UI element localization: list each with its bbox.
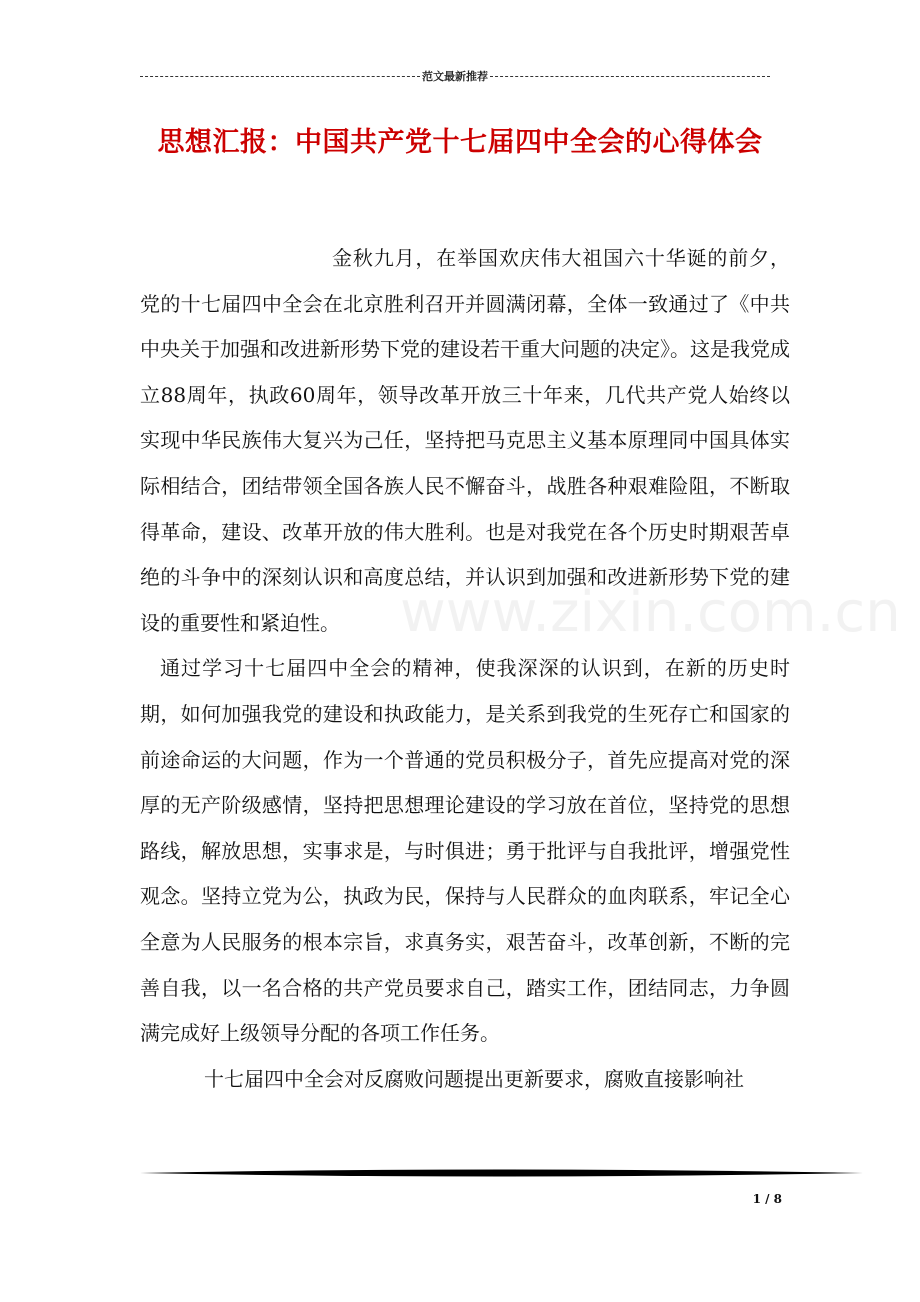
header-label: 范文最新推荐 (422, 70, 488, 83)
page-header (140, 66, 770, 86)
header-dash-right (490, 76, 770, 77)
footer-rule (140, 1166, 863, 1180)
paragraph-1: 金秋九月，在举国欢庆伟大祖国六十华诞的前夕，党的十七届四中全会在北京胜利召开并圆满闭幕，全体一致通过了《中共中央关于加强和改进新形势下党的建设若干重大问题的决定》。这是我党成立88周年，执政60周年，领导改革开放三十年来，几代共产党人始终以实现中华民族伟大复兴为己任，坚持把马克思主义基本原理同中国具体实际相结合，团结带领全国各族人民不懈奋斗，战胜各种艰难险阻，不断取得革命，建设、改革开放的伟大胜利。也是对我党在各个历史时期艰苦卓绝的斗争中的深刻认识和高度总结，并认识到加强和改进新形势下党的建设的重要性和紧迫性。 (140, 246, 790, 635)
page-number: 1 / 8 (752, 1192, 782, 1206)
document-body (140, 236, 790, 1102)
paragraph-2: 通过学习十七届四中全会的精神，使我深深的认识到，在新的历史时期，如何加强我党的建设和执政能力，是关系到我党的生死存亡和国家的前途命运的大问题，作为一个普通的党员积极分子，首先应提高对党的深厚的无产阶级感情，坚持把思想理论建设的学习放在首位，坚持党的思想路线，解放思想，实事求是，与时俱进；勇于批评与自我批评，增强党性观念。坚持立党为公，执政为民，保持与人民群众的血肉联系，牢记全心全意为人民服务的根本宗旨，求真务实，艰苦奋斗，改革创新，不断的完善自我，以一名合格的共产党员要求自己，踏实工作，团结同志，力争圆满完成好上级领导分配的各项工作任务。 (140, 656, 790, 1046)
watermark: www.zixin.com.cn (400, 580, 901, 645)
paragraph-3: 十七届四中全会对反腐败问题提出更新要求，腐败直接影响社 (204, 1066, 744, 1091)
document-title: 思想汇报：中国共产党十七届四中全会的心得体会 (157, 127, 763, 158)
header-dash-left (140, 76, 420, 77)
